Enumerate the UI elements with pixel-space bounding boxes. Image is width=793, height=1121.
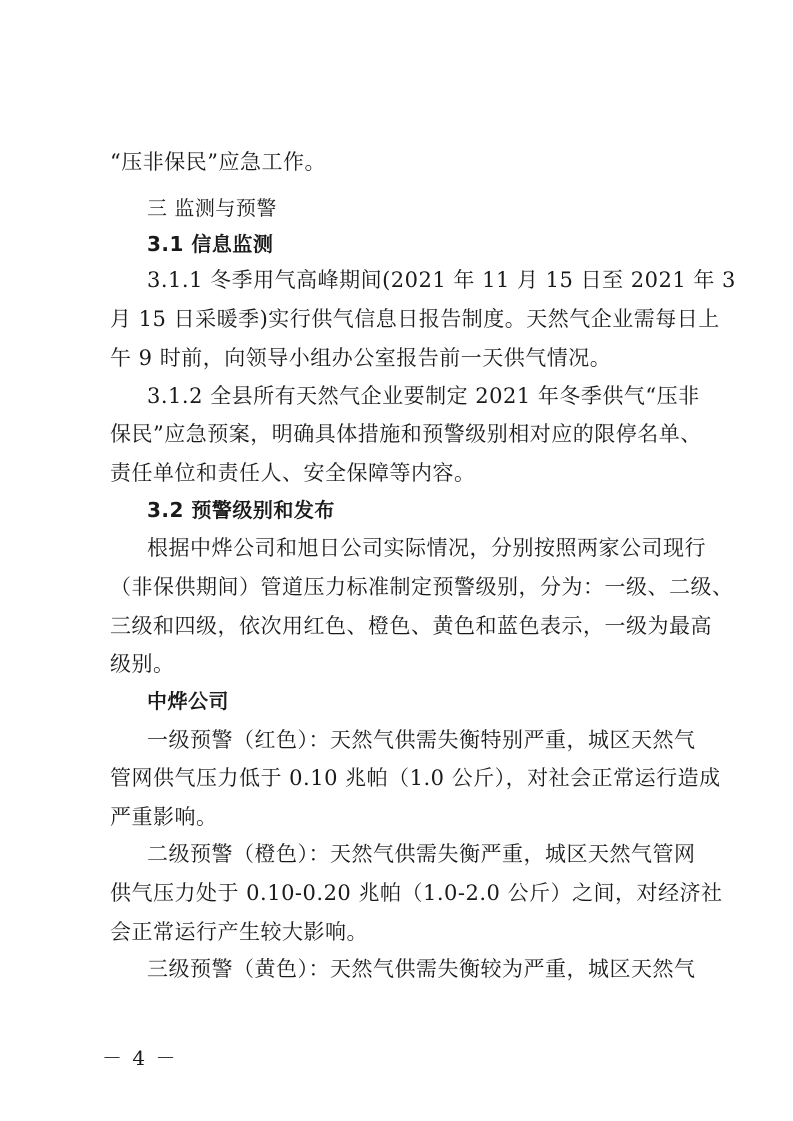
paragraph-line: 责任单位和责任人、安全保障等内容。	[110, 461, 476, 485]
paragraph-line: 二级预警（橙色）：天然气供需失衡严重，城区天然气管网	[147, 842, 696, 866]
paragraph-line: 保民”应急预案，明确具体措施和预警级别相对应的限停名单、	[110, 422, 702, 446]
paragraph-line: 一级预警（红色）：天然气供需失衡特别严重，城区天然气	[147, 728, 696, 752]
paragraph-line: 根据中烨公司和旭日公司实际情况，分别按照两家公司现行	[147, 536, 706, 560]
company-heading: 中烨公司	[147, 689, 229, 713]
section-heading: 三 监测与预警	[147, 196, 277, 220]
paragraph-line: 严重影响。	[110, 805, 218, 829]
paragraph-line: 级别。	[110, 652, 175, 676]
paragraph-line: “压非保民”应急工作。	[110, 150, 326, 174]
paragraph-line: 月 15 日采暖季)实行供气信息日报告制度。天然气企业需每日上	[110, 307, 720, 331]
paragraph-line: 供气压力处于 0.10-0.20 兆帕（1.0-2.0 公斤）之间，对经济社	[110, 881, 723, 905]
paragraph-line: 3.1.2 全县所有天然气企业要制定 2021 年冬季供气“压非	[147, 384, 700, 408]
subsection-heading: 3.2 预警级别和发布	[147, 498, 335, 522]
subsection-heading: 3.1 信息监测	[147, 232, 274, 256]
paragraph-line: 午 9 时前，向领导小组办公室报告前一天供气情况。	[110, 346, 612, 370]
paragraph-line: 会正常运行产生较大影响。	[110, 920, 368, 944]
paragraph-line: 三级和四级，依次用红色、橙色、黄色和蓝色表示，一级为最高	[110, 614, 712, 638]
page-number: － 4 －	[102, 1046, 178, 1070]
paragraph-line: 管网供气压力低于 0.10 兆帕（1.0 公斤），对社会正常运行造成	[110, 766, 721, 790]
paragraph-line: 3.1.1 冬季用气高峰期间(2021 年 11 月 15 日至 2021 年 3	[147, 268, 736, 292]
paragraph-line: 三级预警（黄色）：天然气供需失衡较为严重，城区天然气	[147, 957, 696, 981]
paragraph-line: （非保供期间）管道压力标准制定预警级别，分为：一级、二级、	[110, 575, 734, 599]
